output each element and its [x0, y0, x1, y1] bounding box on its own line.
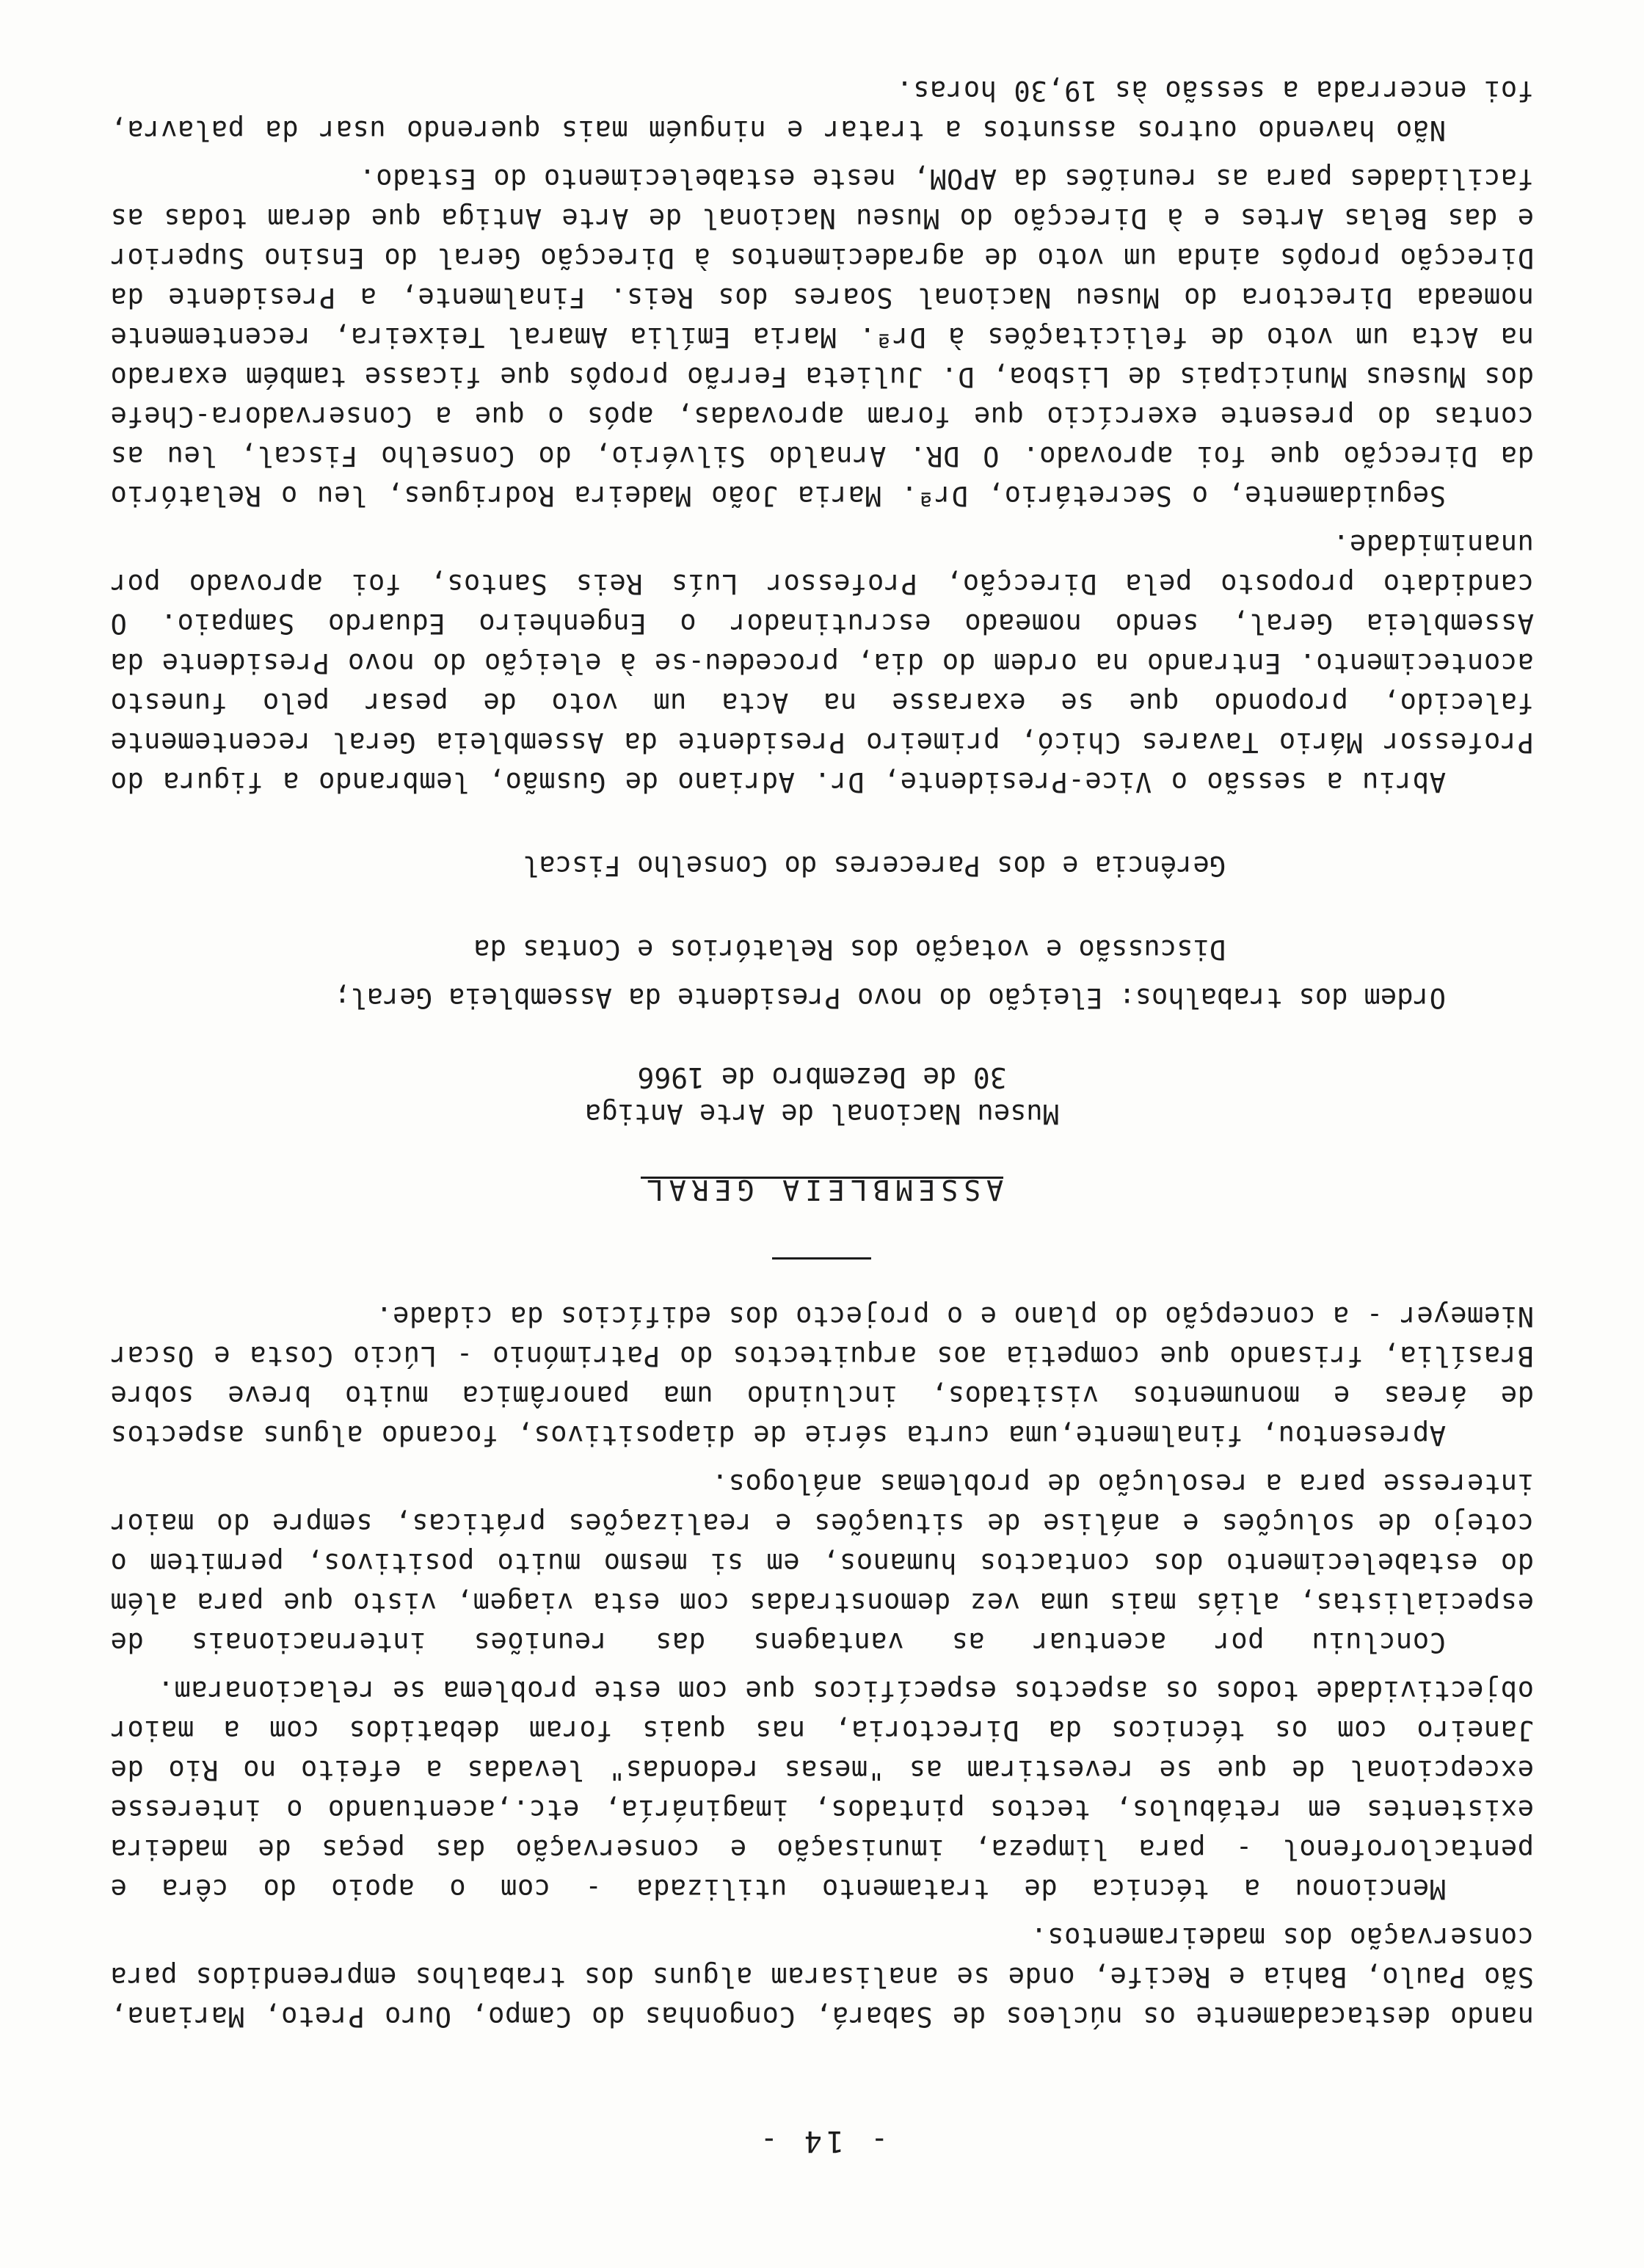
paragraph-nucleos: nando destacadamente os núcleos de Sabará, Congonhas do Campo, Ouro Preto, Mariana, São Paulo, Bahia e Recife, onde se analisaram alguns dos trabalhos empreendidos para conservação dos madeiramentos.: [93, 1922, 1534, 2032]
paragraph-tecnica-tratamento: Mencionou a técnica de tratamento utilizada - com o apoio do cêra e pentaclorofenol - para limpeza, imunisação e conservação das peças de madeira existentes em retábulos, tectos pintados, imagináría, etc.,acentuando o interesse excepcional de que se revestiram as "mesas redondas" levadas a efeito no Rio de Janeiro com os técnicos da Directoria, nas quais foram debatidos com a maior objectividade todos os aspectos específicos que com este problema se relacionaram.: [93, 1675, 1534, 1905]
paragraph-diapositivos: Apresentou, finalmente,uma curta série de diapositivos, focando alguns aspectos de áreas e monumentos visitados, incluindo uma panorâmica muito breve sobre Brasília, frisando que competia aos arquitectos do Património - Lúcio Costa e Oscar Niemeyer - a concepção do plano e o projecto dos edifícios da cidade.: [93, 1301, 1534, 1451]
paragraph-abertura-sessao: Abriu a sessão o Vice-Presidente, Dr. Adriano de Gusmão, lembrando a figura do Professor Mário Tavares Chicó, primeiro Presidente da Assembleia Geral recentemente falecido, propondo que se exarasse na Acta um voto de pesar pelo funesto acontecimento. Entrando na ordem do dia, procedeu-se à eleição do novo Presidente da Assembleia Geral, sendo nomeado escrutinador o Engenheiro Eduardo Sampaio. O candidato proposto pela Direcção, Professor Luís Reis Santos, foi aprovado por unanimidade.: [93, 528, 1534, 798]
paragraph-encerramento: Não havendo outros assuntos a tratar e ninguém mais querendo usar da palavra, foi encerrada a sessão às 19,30 horas.: [93, 75, 1534, 146]
paragraph-relatorio-contas: Seguidamente, o Secretário, Drª. Maria João Madeira Rodrigues, leu o Relatório da Direcção que foi aprovado. O DR. Arnaldo Silvério, do Conselho Fiscal, leu as contas do presente exercício que foram aprovadas, após o que a Conservadora-Chefe dos Museus Municipais de Lisboa, D. Julieta Ferrão propôs que ficasse também exarado na Acta um voto de felicitações à Drª. Maria Emília Amaral Teixeira, recentemente nomeada Directora do Museu Nacional Soares dos Reis. Finalmente, a Presidente da Direcção propôs ainda um voto de agradecimentos à Direcção Geral do Ensino Superior e das Belas Artes e à Direcção do Museu Nacional de Arte Antiga que deram todas as facilidades para as reuniões da APOM, neste estabelecimento do Estado.: [93, 163, 1534, 512]
section-title: ASSEMBLEIA GERAL: [640, 1174, 1004, 1206]
paragraph-reunioes-internacionais: Concluiu por acentuar as vantagens das reuniões internacionais de especialistas, aliás mais uma vez demonstradas com esta viagem, visto que para além do estabelecimento dos contactos humanos, em si mesmo muito positivos, permitem o cotejo de soluções e análise de situações e realizações práticas, sempre do maior interesse para a resolução de problemas análogos.: [93, 1468, 1534, 1658]
agenda-line: Discussão e votação dos Relatórios e Contas da: [473, 934, 1226, 965]
page-number: - 14 -: [755, 2124, 889, 2158]
agenda-line: Gerência e dos Pareceres do Conselho Fiscal: [523, 850, 1226, 882]
agenda-line: Ordem dos trabalhos: Eleição do novo Presidente da Assembleia Geral;: [334, 982, 1446, 1014]
meeting-date: 30 de Dezembro de 1966: [637, 1061, 1007, 1094]
institution-name: Museu Nacional de Arte Antiga: [585, 1098, 1060, 1130]
section-divider: [773, 1257, 872, 1260]
